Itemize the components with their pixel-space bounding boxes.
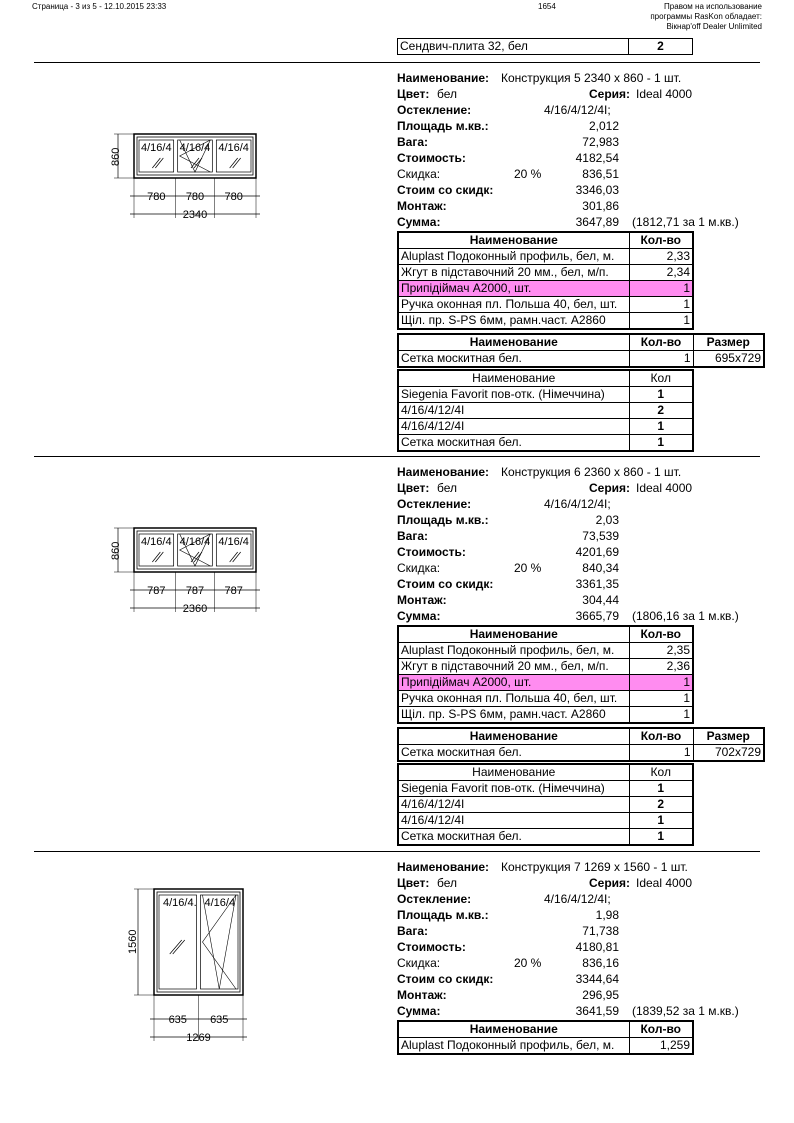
glass-label: 4/16/4 [204, 897, 236, 909]
area-value: 2,03 [595, 513, 619, 527]
table-row [398, 813, 693, 829]
column-header-qty: Кол-во [629, 626, 693, 643]
item-qty: 1 [629, 781, 693, 797]
column-header-name: Наименование [398, 728, 629, 745]
item-name: Сендвич-плита 32, бел [398, 39, 629, 55]
cost-value: 4201,69 [575, 545, 619, 559]
name-label: Наименование: [397, 71, 490, 85]
item-qty: 2,35 [629, 643, 693, 659]
table-row [398, 707, 693, 724]
items-table [397, 625, 694, 724]
construction-title: Конструкция 7 1269 x 1560 - 1 шт. [501, 860, 688, 874]
window-drawing [100, 464, 280, 664]
item-name: 4/16/4/12/4І [398, 419, 629, 435]
discount-value: 836,16 [582, 956, 619, 970]
glazing-value: 4/16/4/12/4І; [544, 892, 611, 906]
sum-label: Сумма: [397, 609, 441, 623]
item-qty: 2 [629, 39, 693, 55]
item-qty: 1 [629, 351, 693, 368]
items-table [397, 231, 694, 330]
table-row [398, 691, 693, 707]
sum-value: 3665,79 [575, 609, 619, 623]
cost-discounted-value: 3344,64 [575, 972, 619, 986]
table-row [398, 313, 693, 330]
section-divider [34, 851, 760, 852]
table-row [398, 745, 764, 762]
glazing-label: Остекление: [397, 892, 472, 906]
item-name: Припідіймач А2000, шт. [398, 675, 629, 691]
window-drawing [100, 859, 280, 1059]
item-qty: 1 [629, 675, 693, 691]
item-name: Aluplast Подоконный профиль, бел, м. [398, 1038, 629, 1055]
document-number: 1654 [538, 2, 556, 11]
item-name: Ручка оконная пл. Польша 40, бел, шт. [398, 297, 629, 313]
glass-mark [173, 940, 185, 954]
mount-label: Монтаж: [397, 988, 447, 1002]
cost-discounted-label: Стоим со скидк: [397, 972, 494, 986]
width-dimension: 780 [185, 191, 205, 203]
license-line: Вікнар'off Dealer Unlimited [666, 22, 762, 31]
license-line: программы RasKon обладает: [650, 12, 762, 21]
sum-value: 3641,59 [575, 1004, 619, 1018]
column-header-name: Наименование [398, 764, 629, 781]
color-value: бел [437, 87, 458, 101]
item-qty: 1 [629, 313, 693, 330]
glazing-value: 4/16/4/12/4І; [544, 103, 611, 117]
item-size: 702x729 [693, 745, 764, 762]
construction-title: Конструкция 5 2340 x 860 - 1 шт. [501, 71, 682, 85]
mount-value: 301,86 [582, 199, 619, 213]
item-qty: 1 [629, 813, 693, 829]
section-divider [34, 62, 760, 63]
width-dimension: 780 [224, 191, 243, 203]
discount-percent: 20 % [514, 561, 542, 575]
table-row [398, 781, 693, 797]
cost-value: 4180,81 [575, 940, 619, 954]
weight-value: 72,983 [582, 135, 619, 149]
table-row [398, 797, 693, 813]
table-row [398, 281, 693, 297]
item-qty: 2,33 [629, 249, 693, 265]
item-name: Жгут в підставочний 20 мм., бел, м/п. [398, 659, 629, 675]
mount-value: 304,44 [582, 593, 619, 607]
discount-percent: 20 % [514, 956, 542, 970]
column-header-name: Наименование [398, 232, 629, 249]
table-header-row [398, 370, 693, 387]
item-qty: 2,34 [629, 265, 693, 281]
column-header-qty: Кол-во [629, 334, 693, 351]
column-header-size: Размер [693, 728, 764, 745]
cost-value: 4182,54 [575, 151, 619, 165]
column-header-qty: Кол [629, 370, 693, 387]
height-dimension: 860 [110, 541, 122, 560]
table-row [398, 351, 764, 368]
mount-value: 296,95 [582, 988, 619, 1002]
weight-label: Вага: [397, 924, 429, 938]
table-row [398, 643, 693, 659]
name-label: Наименование: [397, 860, 490, 874]
discount-value: 840,34 [582, 561, 619, 575]
item-qty: 1 [629, 387, 693, 403]
series-value: Ideal 4000 [636, 481, 693, 495]
glass-label: 4/16/4 [141, 142, 172, 154]
item-name: 4/16/4/12/4І [398, 813, 629, 829]
series-label: Серия: [589, 481, 631, 495]
width-dimension: 780 [147, 191, 166, 203]
item-name: Щіл. пр. S-PS 6мм, рамн.част. А2860 [398, 313, 629, 330]
mount-label: Монтаж: [397, 593, 447, 607]
table-row [398, 659, 693, 675]
total-width-dimension: 2340 [182, 209, 208, 221]
name-label: Наименование: [397, 465, 490, 479]
table-header-row [398, 232, 693, 249]
net-table [397, 727, 765, 762]
item-qty: 2 [629, 403, 693, 419]
table-row [398, 297, 693, 313]
column-header-size: Размер [693, 334, 764, 351]
column-header-name: Наименование [398, 334, 629, 351]
items-table [397, 1020, 694, 1055]
sum-value: 3647,89 [575, 215, 619, 229]
column-header-qty: Кол [629, 764, 693, 781]
window-pane [201, 895, 239, 989]
window-drawing [100, 70, 280, 270]
glass-label: 4/16/4 [179, 536, 211, 548]
item-name: Жгут в підставочний 20 мм., бел, м/п. [398, 265, 629, 281]
width-dimension: 787 [185, 585, 205, 597]
weight-value: 71,738 [582, 924, 619, 938]
table-header-row [398, 728, 764, 745]
glass-label: 4/16/4 [218, 536, 249, 548]
mount-label: Монтаж: [397, 199, 447, 213]
item-name: Сетка москитная бел. [398, 351, 629, 368]
price-per-m2: (1839,52 за 1 м.кв.) [632, 1004, 739, 1018]
item-qty: 1 [629, 281, 693, 297]
item-qty: 1 [629, 419, 693, 435]
weight-value: 73,539 [582, 529, 619, 543]
item-name: Сетка москитная бел. [398, 829, 629, 846]
discount-label: Скидка: [397, 956, 441, 970]
page-info: Страница - 3 из 5 - 12.10.2015 23:33 [32, 2, 167, 11]
table-row [398, 387, 693, 403]
area-label: Площадь м.кв.: [397, 119, 489, 133]
color-label: Цвет: [397, 481, 430, 495]
height-dimension: 1560 [127, 929, 139, 954]
table-row [398, 675, 693, 691]
width-dimension: 787 [224, 585, 243, 597]
glass-label: 4/16/4 [141, 536, 172, 548]
price-per-m2: (1806,16 за 1 м.кв.) [632, 609, 739, 623]
license-line: Правом на использование [664, 2, 762, 11]
series-value: Ideal 4000 [636, 876, 693, 890]
area-label: Площадь м.кв.: [397, 513, 489, 527]
construction-title: Конструкция 6 2360 x 860 - 1 шт. [501, 465, 682, 479]
item-qty: 1 [629, 691, 693, 707]
cost-label: Стоимость: [397, 151, 466, 165]
sum-label: Сумма: [397, 215, 441, 229]
weight-label: Вага: [397, 529, 429, 543]
item-name: Ручка оконная пл. Польша 40, бел, шт. [398, 691, 629, 707]
glass-label: 4/16/4. [163, 897, 197, 909]
discount-value: 836,51 [582, 167, 619, 181]
cost-discounted-value: 3361,35 [575, 577, 619, 591]
weight-label: Вага: [397, 135, 429, 149]
item-name: Сетка москитная бел. [398, 745, 629, 762]
item-name: Siegenia Favorit пов-отк. (Німеччина) [398, 387, 629, 403]
color-label: Цвет: [397, 876, 430, 890]
discount-percent: 20 % [514, 167, 542, 181]
item-qty: 1 [629, 829, 693, 846]
cost-discounted-label: Стоим со скидк: [397, 577, 494, 591]
series-value: Ideal 4000 [636, 87, 693, 101]
item-name: Siegenia Favorit пов-отк. (Німеччина) [398, 781, 629, 797]
item-name: Сетка москитная бел. [398, 435, 629, 452]
table-row [398, 249, 693, 265]
color-label: Цвет: [397, 87, 430, 101]
discount-label: Скидка: [397, 561, 441, 575]
section-divider [34, 456, 760, 457]
item-size: 695x729 [693, 351, 764, 368]
table-row [398, 419, 693, 435]
glass-mark [170, 940, 182, 954]
table-row [398, 403, 693, 419]
glazing-label: Остекление: [397, 103, 472, 117]
window-pane [159, 895, 197, 989]
item-qty: 1 [629, 435, 693, 452]
item-qty: 1,259 [629, 1038, 693, 1055]
column-header-qty: Кол-во [629, 728, 693, 745]
table-header-row [398, 764, 693, 781]
total-width-dimension: 2360 [182, 603, 208, 615]
cost-discounted-value: 3346,03 [575, 183, 619, 197]
item-name: Припідіймач А2000, шт. [398, 281, 629, 297]
table-row [398, 829, 693, 846]
glazing-value: 4/16/4/12/4І; [544, 497, 611, 511]
table-row [398, 39, 693, 55]
item-qty: 1 [629, 297, 693, 313]
discount-label: Скидка: [397, 167, 441, 181]
price-per-m2: (1812,71 за 1 м.кв.) [632, 215, 739, 229]
item-name: Aluplast Подоконный профиль, бел, м. [398, 249, 629, 265]
cost-label: Стоимость: [397, 545, 466, 559]
width-dimension: 787 [147, 585, 166, 597]
table-row [398, 1038, 693, 1055]
parts-table [397, 763, 694, 846]
carryover-table [397, 38, 693, 55]
glass-label: 4/16/4 [179, 142, 211, 154]
column-header-name: Наименование [398, 1021, 629, 1038]
area-label: Площадь м.кв.: [397, 908, 489, 922]
item-name: Aluplast Подоконный профиль, бел, м. [398, 643, 629, 659]
table-row [398, 265, 693, 281]
glazing-label: Остекление: [397, 497, 472, 511]
series-label: Серия: [589, 876, 631, 890]
item-qty: 2 [629, 797, 693, 813]
table-header-row [398, 334, 764, 351]
column-header-qty: Кол-во [629, 1021, 693, 1038]
color-value: бел [437, 876, 458, 890]
height-dimension: 860 [110, 147, 122, 166]
width-dimension: 635 [210, 1014, 229, 1026]
opening-mark [203, 895, 237, 989]
glass-label: 4/16/4 [218, 142, 249, 154]
license-info [600, 2, 762, 32]
table-header-row [398, 1021, 693, 1038]
item-name: 4/16/4/12/4І [398, 403, 629, 419]
table-row [398, 435, 693, 452]
width-dimension: 635 [168, 1014, 187, 1026]
parts-table [397, 369, 694, 452]
sum-label: Сумма: [397, 1004, 441, 1018]
opening-mark [203, 895, 237, 989]
item-qty: 1 [629, 745, 693, 762]
table-header-row [398, 626, 693, 643]
column-header-name: Наименование [398, 626, 629, 643]
series-label: Серия: [589, 87, 631, 101]
column-header-name: Наименование [398, 370, 629, 387]
column-header-qty: Кол-во [629, 232, 693, 249]
cost-discounted-label: Стоим со скидк: [397, 183, 494, 197]
item-qty: 1 [629, 707, 693, 724]
net-table [397, 333, 765, 368]
total-width-dimension: 1269 [186, 1032, 211, 1044]
area-value: 1,98 [595, 908, 619, 922]
color-value: бел [437, 481, 458, 495]
cost-label: Стоимость: [397, 940, 466, 954]
item-name: 4/16/4/12/4І [398, 797, 629, 813]
item-name: Щіл. пр. S-PS 6мм, рамн.част. А2860 [398, 707, 629, 724]
item-qty: 2,36 [629, 659, 693, 675]
area-value: 2,012 [588, 119, 619, 133]
